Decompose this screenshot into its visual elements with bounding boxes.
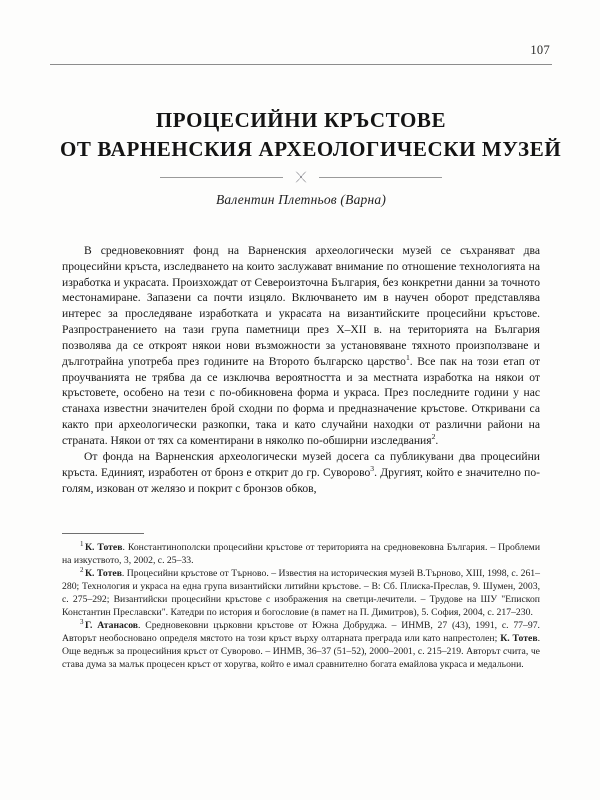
footnote-ref-3[interactable]: 3	[370, 464, 375, 474]
footnote-number: 3	[80, 618, 84, 627]
body-text	[62, 243, 540, 497]
article-title-line-1: ПРОЦЕСИЙНИ КРЪСТОВЕ	[155, 108, 447, 133]
header-divider	[50, 64, 552, 65]
paragraph-1	[62, 243, 540, 449]
footnote-author: К. Тотев	[84, 568, 122, 580]
paragraph-2-text-b: . Другият, който е значително по-голям, изкован от желязо и покрит с бронзов обков,	[62, 465, 541, 495]
footnote-author: Г. Атанасов	[84, 620, 139, 632]
footnote-text: . Средновековни църковни кръстове от Южна Добруджа. – ИНМВ, 27 (43), 1991, с. 77–97. Авторът необосновано определя мястото на този кръст върху олтарната преграда или като напрестолен;	[62, 620, 540, 645]
footnote-ref-1[interactable]: 1	[405, 352, 410, 362]
footnote-author: К. Тотев	[84, 542, 123, 553]
four-petal-floret-icon	[292, 168, 310, 186]
author-byline: Валентин Плетньов (Варна)	[215, 192, 387, 207]
paragraph-2	[62, 449, 540, 496]
ornament-rule-right	[319, 177, 442, 178]
paragraph-1-text-a: В средновековният фонд на Варненския археологически музей се съхраняват два процесийни кръста, изследването на които заслужават внимание по отношение технологията на изработка и украсата. Произхождат от Североизточна България, без конкретни данни за точното местонамиране. Запазени са почти изцяло. Включването им в научен оборот представлява интерес за проследяване изработката и украсата на византийските процесийни кръстове. Разпространението на тази група паметници през X–XII в. на територията на България позволява да се откроят някои нови възможности за установяване тяхното произползване и дълготрайна употреба през годините на Второто българско царство	[62, 244, 540, 368]
footnote-number: 2	[80, 565, 84, 574]
footnotes-block	[62, 541, 540, 671]
page-number: 107	[530, 43, 550, 57]
paragraph-2-text-a: От фонда на Варненския археологически музей досега са публикувани два процесийни кръста. Единият, изработен от бронз е открит до гр. Суворово	[62, 450, 540, 479]
article-title-line-2: ОТ ВАРНЕНСКИЯ АРХЕОЛОГИЧЕСКИ МУЗЕЙ	[60, 137, 562, 162]
footnote-number: 1	[80, 539, 84, 548]
article-title	[60, 106, 562, 164]
footnote-text: . Процесийни кръстове от Търново. – Известия на историческия музей В.Търново, XIII, 1998, с. 261–280; Технология и украса на една група византийски литийни кръстове. – В: Сб. Плиска-Преслав, 9. Шумен, 2003, с. 275–292; Византийски процесийни кръстове с изображения на светци-лечители. – Трудове на ШУ "Епископ Константин Преславски". Катедри по история и богословие (в памет на П. Димитров), 5. София, 2004, с. 217–230.	[62, 568, 540, 619]
footnote-text-secondary: . Още веднъж за процесийния кръст от Суворово. – ИНМВ, 36–37 (51–52), 2000–2001, с. 215–219. Авторът счита, че става дума за малък процесен кръст от хоругва, който е имал сравнително богата емайлова украса и медальони.	[62, 633, 540, 671]
footnote-divider	[62, 533, 144, 534]
paragraph-1-text-b: . Все пак на този етап от проучванията не трябва да се изключва вероятността и за местната изработка на някои от кръстовете, особено на тези с по-обикновена форма и украса. През последните години у нас станаха известни значителен брой сходни по форма и предназначение кръстове. Откривани са както при археологически разкопки, така и като случайни находки от различни райони на страната. Някои от тях са коментирани в няколко по-обширни изследвания	[62, 354, 540, 447]
footnote-item	[62, 567, 540, 619]
footnote-author-secondary: К. Тотев	[500, 633, 538, 645]
footnote-item	[62, 541, 540, 567]
ornament-rule-left	[160, 177, 283, 178]
ornament-divider	[160, 168, 442, 186]
footnote-ref-2[interactable]: 2	[431, 431, 436, 441]
paragraph-1-text-c: .	[435, 433, 439, 447]
footnote-item	[62, 619, 540, 671]
footnote-text: . Константинополски процесийни кръстове от територията на средновековна България. – Проблеми на изкуството, 3, 2002, с. 25–33.	[62, 542, 540, 567]
running-head	[50, 44, 552, 65]
